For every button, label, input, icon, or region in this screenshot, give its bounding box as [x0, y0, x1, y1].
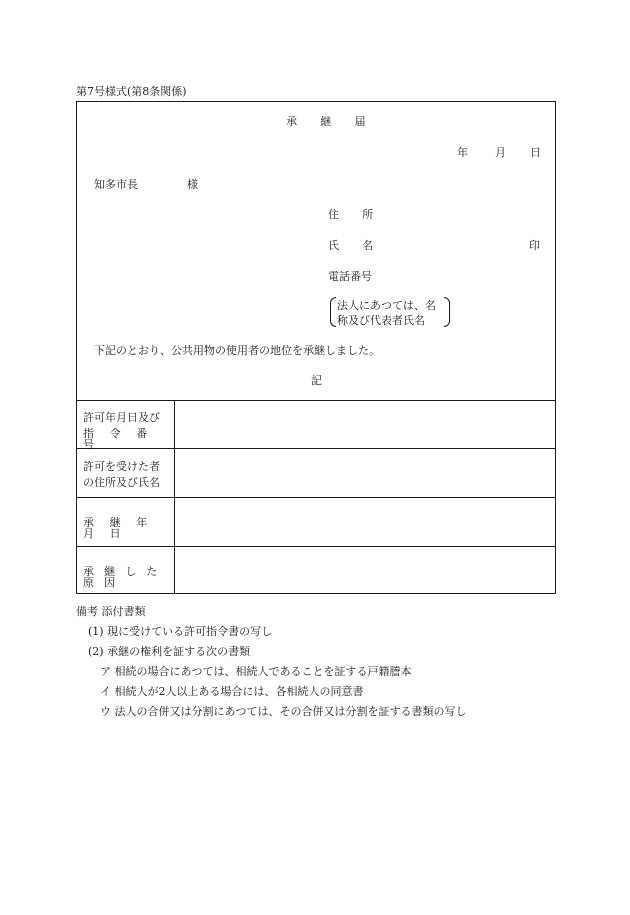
remarks-item-1: (1) 現に受けている許可指令書の写し — [88, 625, 273, 638]
table-line-3 — [77, 546, 555, 547]
row-succession-cause-label: 承 継 し た 原 因 — [83, 565, 161, 589]
phone-label: 電話番号 — [328, 270, 372, 283]
date-month: 月 — [495, 146, 506, 159]
left-paren — [330, 297, 336, 327]
name-label: 氏 名 — [328, 239, 384, 252]
remarks-sub-u: ウ 法人の合併又は分割にあつては、その合併又は分割を証する書類の写し — [100, 705, 467, 718]
date-year: 年 — [457, 146, 468, 159]
right-paren — [444, 297, 450, 327]
ki-label: 記 — [311, 374, 322, 387]
address-label: 住 所 — [328, 208, 384, 221]
row-succession-date-label: 承 継 年 月 日 — [83, 516, 154, 540]
remarks-sub-a: ア 相続の場合にあつては、相続人であることを証する戸籍謄本 — [100, 665, 412, 678]
corporate-note — [330, 297, 450, 329]
addressee-honorific: 様 — [187, 178, 198, 191]
table-line-2 — [77, 497, 555, 498]
form-number-label: 第7号様式(第8条関係) — [76, 85, 187, 98]
corporate-note-line2: 称及び代表者氏名 — [337, 314, 425, 327]
table-top-line — [77, 400, 555, 401]
addressee-name: 知多市長 — [94, 178, 138, 191]
seal-mark: 印 — [529, 239, 540, 252]
remarks-sub-i: イ 相続人が2人以上ある場合には、各相続人の同意書 — [100, 685, 364, 698]
corporate-note-line1: 法人にあつては、名 — [337, 299, 436, 312]
row-permit-holder-label: 許可を受けた者 の住所及び氏名 — [83, 460, 160, 489]
date-day: 日 — [530, 146, 541, 159]
row-permit-date-label: 許可年月日及び 指 令 番 号 — [83, 411, 160, 451]
form-title: 承 継 届 — [286, 115, 376, 128]
remarks-heading: 備考 添付書類 — [76, 605, 146, 618]
table-column-divider — [174, 400, 175, 593]
statement-text: 下記のとおり、公共用物の使用者の地位を承継しました。 — [94, 344, 380, 357]
remarks-item-2: (2) 承継の権利を証する次の書類 — [88, 645, 251, 658]
form-frame — [76, 101, 556, 594]
